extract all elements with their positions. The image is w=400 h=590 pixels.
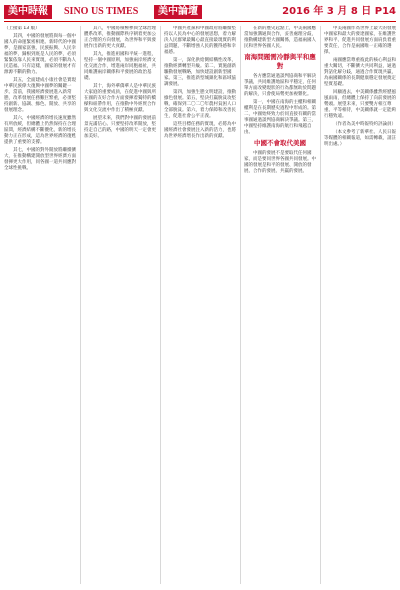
column-1 — [4, 26, 76, 584]
column-divider — [320, 26, 321, 584]
paragraph: 各方應當通過談判協商和平解決爭議，共同維護地區和平穩定，任何單方面改變現狀的行為都無助於問題的解決，只會使局勢更加複雜化。 — [244, 74, 316, 97]
column-divider — [80, 26, 81, 584]
paragraph: 這些目標任務的實現，必將為中國經濟社會發展注入新的活力，也將為世界經濟增長作出新的貢獻。 — [164, 122, 236, 139]
column-3 — [164, 26, 236, 584]
paragraph: 中美兩國作為世界上最大的發展中國家和最大的發達國家，在維護世界和平、促進共同發展方面肩負着重要責任，合作是兩國唯一正確的選擇。 — [324, 26, 396, 55]
paragraph: 第一，中國在南海的主權和相關權利是在長期歷史過程中形成的。第二，中國始終致力於同直接有關的當事國通過談判協商解決爭議。第三，中國堅持維護南海的航行和飛越自由。 — [244, 100, 316, 135]
paragraph: 其九，推進祖國和平統一進程，堅持一個中國原則，加強兩岸經濟文化交流合作，增進兩岸同胞福祉，共同維護兩岸關係和平發展的政治基礎。 — [84, 52, 156, 81]
paragraph: 其六，中國經濟的增長速度雖然有所放緩，但總體上仍然保持在合理區間，經濟結構不斷優化，新的增長動力正在形成，這為世界經濟的復甦提供了重要的支撐。 — [4, 116, 76, 145]
paper-name-badge: 美中時報 — [4, 5, 52, 19]
paragraph: 回顧過去，中美關係雖然經歷風風雨雨，但總體上保持了向前發展的勢頭。展望未來，只要雙方相互尊重、平等相待，中美關係就一定能夠行穩致遠。 — [324, 90, 396, 119]
paragraph: 其十，海外華僑華人是中華民族大家庭的重要成員，在促進中國與所在國的友好合作方面發揮着獨特的橋樑和紐帶作用，在推動中外經貿合作與文化交流中作出了積極貢獻。 — [84, 84, 156, 113]
article-columns — [4, 26, 396, 584]
paper-english-name: SINO US TIMES — [64, 6, 139, 17]
paragraph: 其七，中國的對外開放將繼續擴大，在推動構建開放型世界經濟方面發揮更大作用，同各國一道共同應對全球性挑戰。 — [4, 148, 76, 171]
paragraph: 中國共產黨和中國政府將繼續堅持以人民為中心的發展思想，着力解決人民群眾最關心最直接最現實的利益問題，不斷增強人民的獲得感和幸福感。 — [164, 26, 236, 55]
masthead — [4, 3, 396, 22]
column-4 — [244, 26, 316, 584]
paragraph: 其四，中國的發展將與每一個中國人的命運緊密相連。新時代的中國夢，是國家富強、民族振興、人民幸福的夢，歸根到底是人民的夢，必須緊緊依靠人民來實現，必須不斷為人民造福。只有這樣，國家的發展才有源源不斷的動力。 — [4, 34, 76, 75]
paragraph: 其五，全面建成小康社會是實現中華民族偉大復興中國夢的關鍵一步。當前，我國經濟發展進入新常態，改革發展任務艱巨繁重，必須堅持創新、協調、綠色、開放、共享的發展理念。 — [4, 78, 76, 113]
column-divider — [160, 26, 161, 584]
paragraph: 在新的歷史起點上，中美兩國應當加強溝通與合作，妥善處理分歧，推動構建新型大國關係，造福兩國人民和世界各國人民。 — [244, 26, 316, 49]
paragraph: 其八，中國將積極參與全球治理體系改革，推動國際秩序朝着更加公正合理的方向發展，為世界和平與發展作出新的更大貢獻。 — [84, 26, 156, 49]
paragraph: 展望未來，我們對中國的發展前景充滿信心。只要堅持改革開放，堅持走自己的路，中國的明天一定會更加美好。 — [84, 116, 156, 139]
issue-date-page: 2016 年 3 月 8 日 P14 — [282, 6, 396, 17]
paragraph: 第四，加強生態文明建設，推動綠色發展。第五，堅決打贏脫貧攻堅戰，確保到二〇二〇年農村貧困人口全部脫貧。第六，着力保障和改善民生，促進社會公平正義。 — [164, 90, 236, 119]
paragraph: 中國的發展不是要取代任何國家，而是要同世界各國共同發展。中國的發展是和平的發展、開放的發展、合作的發展、共贏的發展。 — [244, 151, 316, 174]
author-note: （作者為美中時報特約評論員） — [333, 122, 396, 127]
column-divider — [240, 26, 241, 584]
column-2 — [84, 26, 156, 584]
source-note: （本文參考了新華社、人民日報等媒體的相關報道，如需轉載，請註明出處。） — [324, 130, 396, 147]
continuation-note: （上接第 13 版） — [4, 26, 40, 31]
subheadline-china-not-replace-us: 中國不會取代美國 — [254, 139, 306, 147]
paragraph: 第一，深化供給側結構性改革，推動經濟轉型升級。第二，實施創新驅動發展戰略，加快建設創新型國家。第三，推進新型城鎮化和區域協調發展。 — [164, 58, 236, 87]
column-5 — [324, 26, 396, 584]
section-badge: 美中論壇 — [154, 5, 202, 19]
subheadline-south-china-sea: 南海問題需冷靜與平和應對 — [244, 53, 316, 70]
paragraph: 兩國應當尊重彼此的核心利益和重大關切，不斷擴大共同利益，通過對話化解分歧，通過合作實現共贏，為兩國關係的長期健康穩定發展奠定堅實基礎。 — [324, 58, 396, 87]
